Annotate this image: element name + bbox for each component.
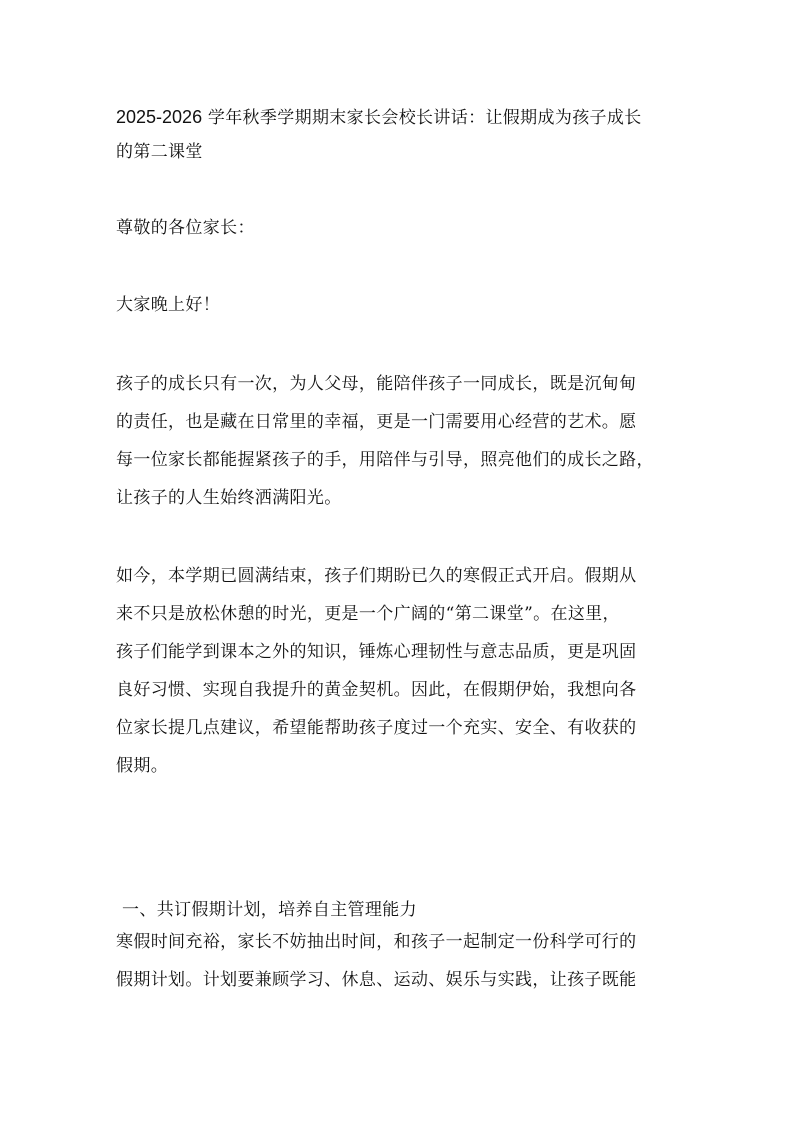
paragraph-2-line: 如今，本学期已圆满结束，孩子们期盼已久的寒假正式开启。假期从 bbox=[116, 566, 637, 586]
paragraph-2-line: 孩子们能学到课本之外的知识，锤炼心理韧性与意志品质，更是巩固 bbox=[116, 642, 637, 662]
paragraph-2-line: 位家长提几点建议，希望能帮助孩子度过一个充实、安全、有收获的 bbox=[116, 718, 637, 738]
paragraph-2-line: 来不只是放松休憩的时光，更是一个广阔的“第二课堂”。在这里， bbox=[116, 604, 620, 624]
section-1-line: 假期计划。计划要兼顾学习、休息、运动、娱乐与实践，让孩子既能 bbox=[116, 970, 637, 990]
section-1-line: 寒假时间充裕，家长不妨抽出时间，和孩子一起制定一份科学可行的 bbox=[116, 932, 637, 952]
paragraph-2-line: 假期。 bbox=[116, 756, 169, 776]
salutation: 尊敬的各位家长： bbox=[116, 218, 255, 238]
title-year: 2025-2026 bbox=[116, 107, 203, 127]
greeting: 大家晚上好！ bbox=[116, 295, 221, 315]
paragraph-1-line: 孩子的成长只有一次，为人父母，能陪伴孩子一同成长，既是沉甸甸 bbox=[116, 374, 637, 394]
document-title-line-1 bbox=[116, 106, 686, 129]
paragraph-2-line: 良好习惯、实现自我提升的黄金契机。因此，在假期伊始，我想向各 bbox=[116, 680, 637, 700]
paragraph-1-line: 让孩子的人生始终洒满阳光。 bbox=[116, 488, 342, 508]
document-title-line-2: 的第二课堂 bbox=[116, 142, 203, 162]
paragraph-1-line: 每一位家长都能握紧孩子的手，用陪伴与引导，照亮他们的成长之路， bbox=[116, 450, 654, 470]
paragraph-1-line: 的责任，也是藏在日常里的幸福，更是一门需要用心经营的艺术。愿 bbox=[116, 412, 637, 432]
section-1-heading: 一、共订假期计划，培养自主管理能力 bbox=[122, 900, 417, 920]
title-text: 学年秋季学期期末家长会校长讲话：让假期成为孩子成长 bbox=[202, 108, 642, 128]
